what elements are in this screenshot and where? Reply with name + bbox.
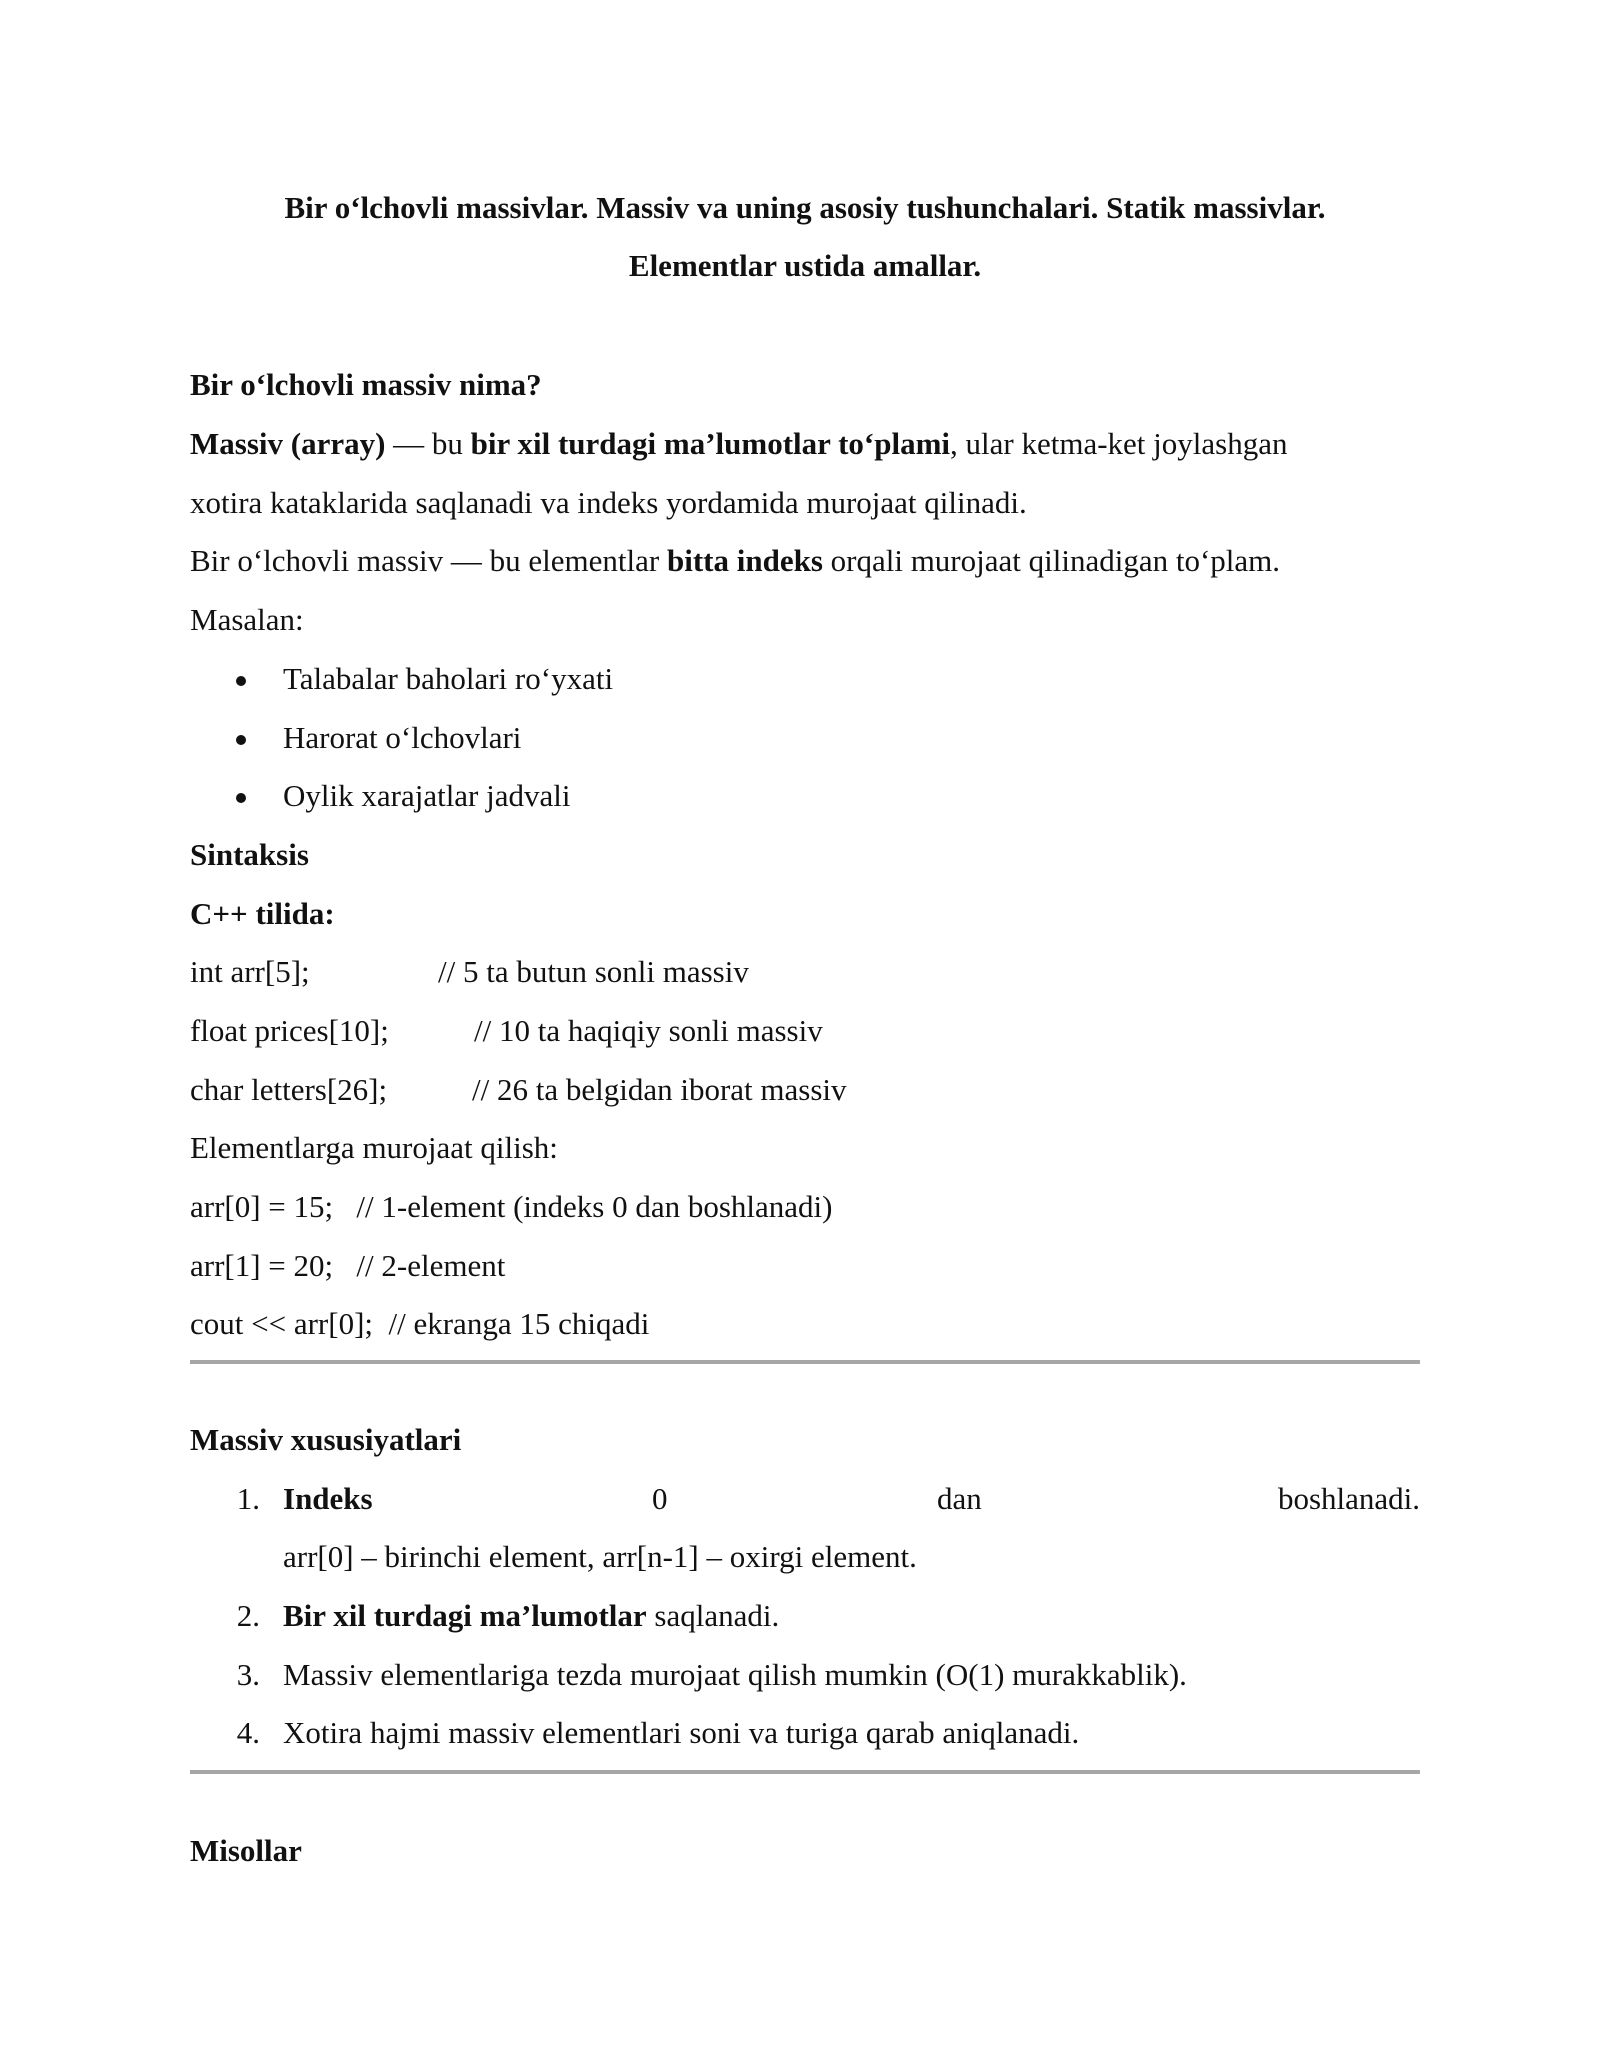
justified-word: boshlanadi. [1277,1481,1420,1516]
property-detail: arr[0] – birinchi element, arr[n-1] – oxirgi element. [283,1539,917,1574]
one-dimensional-definition [190,541,1280,581]
code-comment: // 26 ta belgidan iborat massiv [472,1072,847,1107]
one-dim-text-continued: orqali murojaat qilinadigan to‘plam. [822,543,1281,578]
access-label: Elementlarga murojaat qilish: [190,1130,558,1165]
one-dim-text: Bir o‘lchovli massiv — bu elementlar [190,543,667,578]
bullet-icon [236,793,246,803]
definition-text: — bu [385,426,471,461]
definition-emphasis: bir xil turdagi ma’lumotlar to‘plami [470,426,951,461]
code-comment: // 10 ta haqiqiy sonli massiv [474,1013,823,1048]
bullet-icon [236,735,246,745]
list-number: 2. [236,1598,260,1633]
list-number: 1. [236,1481,260,1516]
list-number: 3. [236,1657,260,1692]
property-bold-term: Bir xil turdagi ma’lumotlar [283,1598,647,1633]
code-comment: // 5 ta butun sonli massiv [438,954,749,989]
document-title-line-2: Elementlar ustida amallar. [628,248,982,283]
section-heading-what-is-array: Bir o‘lchovli massiv nima? [190,367,542,402]
list-number: 4. [236,1715,260,1750]
section-heading-properties: Massiv xususiyatlari [190,1422,462,1457]
code-declaration: float prices[10]; [190,1013,389,1048]
property-item [283,1596,779,1636]
code-line: arr[1] = 20; // 2-element [190,1248,506,1283]
code-declaration: char letters[26]; [190,1072,388,1107]
bullet-icon [236,676,246,686]
justified-word: 0 [652,1481,668,1516]
term-massiv: Massiv (array) [190,426,386,461]
definition-paragraph-line-1 [190,424,1287,464]
document-title-line-1: Bir o‘lchovli massivlar. Massiv va uning asosiy tushunchalari. Statik massivlar. [284,190,1326,225]
section-heading-syntax: Sintaksis [190,837,309,872]
section-heading-examples: Misollar [190,1833,302,1868]
code-line: cout << arr[0]; // ekranga 15 chiqadi [190,1306,650,1341]
bullet-item: Harorat o‘lchovlari [283,720,522,755]
definition-text-continued: , ular ketma-ket joylashgan [950,426,1288,461]
definition-paragraph-line-2: xotira kataklarida saqlanadi va indeks yordamida murojaat qilinadi. [190,485,1027,520]
horizontal-divider [190,1360,1420,1364]
property-bold-term: Indeks [283,1481,373,1516]
bullet-item: Oylik xarajatlar jadvali [283,778,571,813]
example-label: Masalan: [190,602,304,637]
property-text: saqlanadi. [646,1598,780,1633]
property-item: Massiv elementlariga tezda murojaat qilish mumkin (O(1) murakkablik). [283,1657,1187,1692]
horizontal-divider [190,1770,1420,1774]
code-line: arr[0] = 15; // 1-element (indeks 0 dan boshlanadi) [190,1189,833,1224]
one-dim-emphasis: bitta indeks [666,543,823,578]
bullet-item: Talabalar baholari ro‘yxati [283,661,614,696]
justified-word: dan [937,1481,982,1516]
property-item: Xotira hajmi massiv elementlari soni va turiga qarab aniqlanadi. [283,1715,1080,1750]
subheading-cpp: C++ tilida: [190,896,335,931]
code-declaration: int arr[5]; [190,954,310,989]
